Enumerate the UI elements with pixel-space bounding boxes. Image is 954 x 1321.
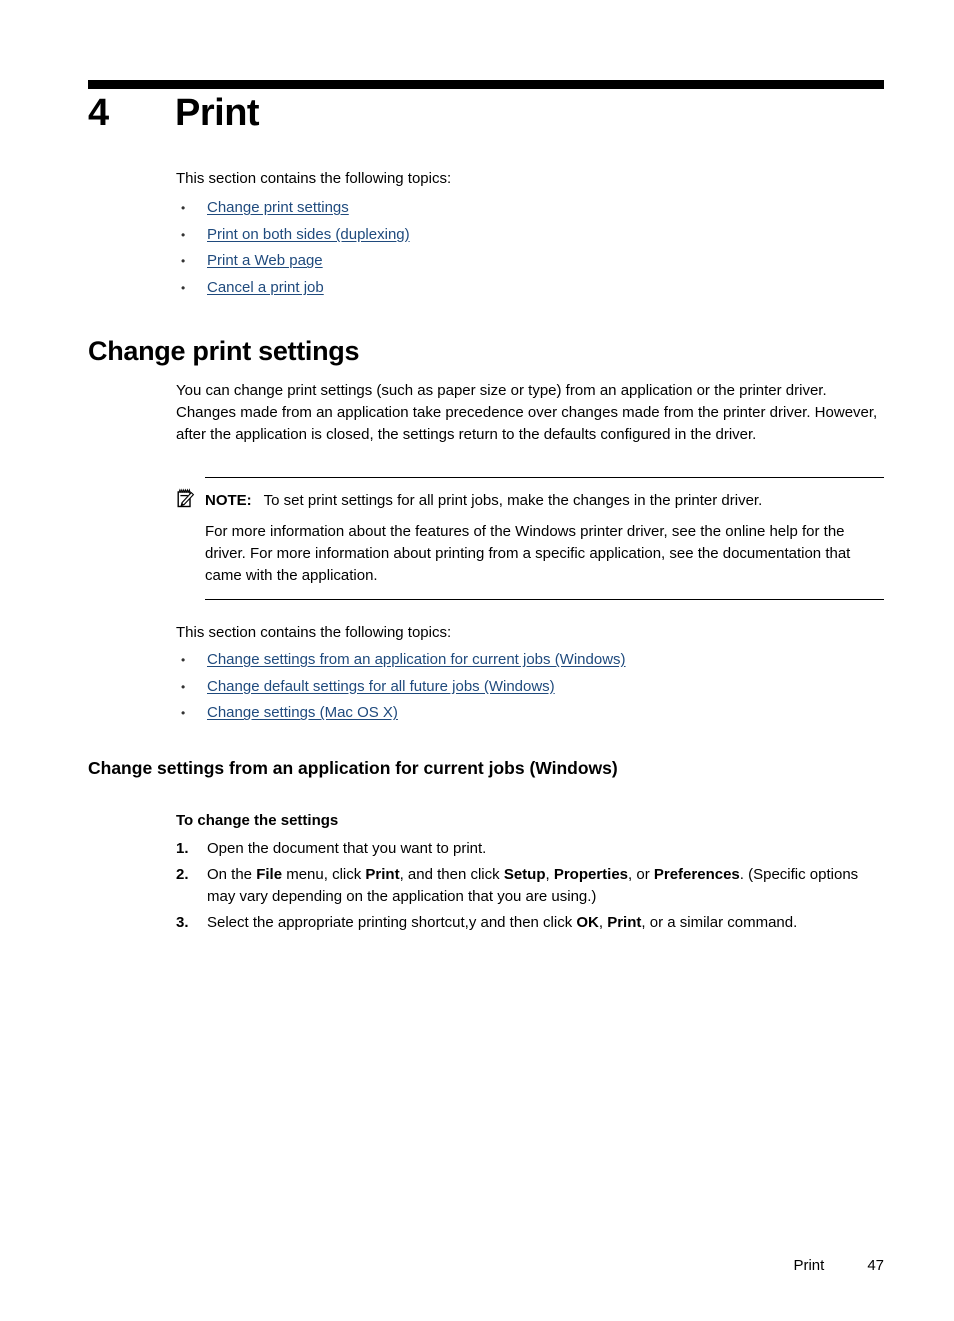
note-more-info: For more information about the features of the Windows printer driver, see the online help for the driver. For more information about printing from a specific application, see the documentation that came with the application.: [205, 523, 851, 584]
chapter-topics-list: [176, 199, 410, 306]
link-change-default-settings-windows[interactable]: Change default settings for all future jobs (Windows): [207, 677, 555, 695]
steps-list: [176, 838, 886, 938]
list-item: [176, 704, 626, 731]
list-item: [176, 252, 410, 279]
step-number: 2.: [176, 866, 189, 883]
subsection-title: Change settings from an application for current jobs (Windows): [88, 758, 618, 778]
link-change-settings-application-windows[interactable]: Change settings from an application for current jobs (Windows): [207, 651, 626, 668]
link-change-settings-mac-os-x[interactable]: Change settings (Mac OS X): [207, 704, 398, 722]
list-item: [176, 226, 410, 253]
section-title: Change print settings: [88, 336, 360, 366]
bullet-icon: •: [181, 679, 186, 694]
step-item: [176, 912, 886, 934]
procedure-title: To change the settings: [176, 812, 339, 829]
bullet-icon: •: [181, 254, 186, 269]
link-print-web-page[interactable]: Print a Web page: [207, 252, 323, 270]
bullet-icon: •: [181, 706, 186, 721]
bullet-icon: •: [181, 201, 186, 215]
link-change-print-settings[interactable]: Change print settings: [207, 199, 349, 216]
step-item: [176, 838, 886, 860]
section-intro-paragraph: You can change print settings (such as paper size or type) from an application or the printer driver. Changes made from an application take precedence over changes made from the printer driver. However, after the application is closed, the settings return to the defaults configured in the driver.: [176, 382, 878, 443]
footer-section-label: Print: [793, 1257, 825, 1274]
section-topics-list: [176, 651, 626, 731]
bullet-icon: •: [181, 281, 186, 296]
link-print-both-sides[interactable]: Print on both sides (duplexing): [207, 225, 410, 243]
note-label: NOTE:: [205, 492, 252, 509]
section-topics-lead: This section contains the following topics:: [176, 624, 452, 641]
chapter-topics-lead: This section contains the following topics:: [176, 170, 452, 187]
bullet-icon: •: [181, 227, 186, 242]
step-text: On the File menu, click Print, and then click Setup, Properties, or Preferences. (Specific options may vary depending on the application that you are using.): [207, 866, 859, 905]
list-item: [176, 199, 410, 226]
page-footer: [793, 1257, 884, 1275]
bullet-icon: •: [181, 653, 186, 667]
list-item: [176, 651, 626, 678]
list-item: [176, 678, 626, 705]
step-text: Select the appropriate printing shortcut,y and then click OK, Print, or a similar command.: [207, 914, 798, 931]
chapter-rule: [88, 80, 884, 89]
list-item: [176, 279, 410, 306]
step-text: Open the document that you want to print.: [207, 840, 487, 857]
link-cancel-print-job[interactable]: Cancel a print job: [207, 279, 324, 297]
chapter-heading: [88, 91, 259, 135]
note-box: [205, 477, 884, 600]
footer-page-number: 47: [867, 1257, 884, 1274]
note-paragraph: [205, 490, 884, 512]
step-number: 3.: [176, 914, 189, 931]
step-number: 1.: [176, 840, 189, 857]
chapter-number: 4: [88, 92, 109, 134]
step-item: [176, 864, 886, 908]
notepad-pencil-icon: [176, 488, 196, 509]
chapter-title: Print: [175, 92, 260, 134]
note-text: To set print settings for all print jobs, make the changes in the printer driver.: [263, 492, 763, 509]
